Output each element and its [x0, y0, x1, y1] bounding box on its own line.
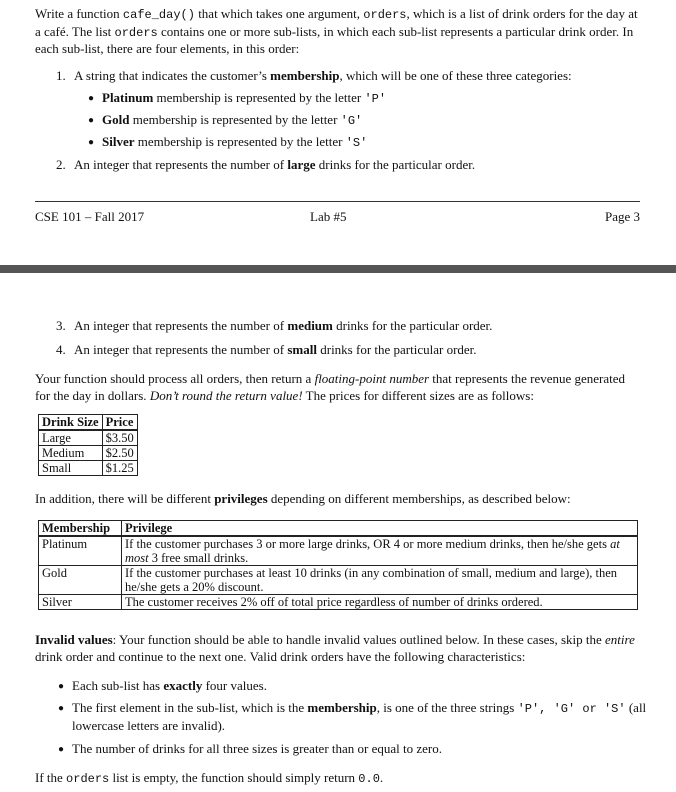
invalid-values-paragraph: Invalid values: Your function should be able to handle invalid values outlined below. In these cases, skip the entire drink order and continue to the next one. Valid drink orders have the following characteristics: [35, 632, 635, 664]
bullet-gold: ● Gold membership is represented by the letter 'G' [88, 112, 363, 128]
footer-page-number: Page 3 [604, 209, 640, 224]
revenue-paragraph: Your function should process all orders, then return a floating-point number that represents the revenue generated for the day in dollars. Don’t round the return value! The prices for different sizes are as follows: [35, 371, 626, 403]
orders-arg-code-2: orders [114, 25, 158, 40]
bullet-icon: ● [88, 115, 95, 126]
bullet-icon: ● [58, 703, 65, 714]
bullet-icon: ● [58, 744, 65, 755]
bullet-icon: ● [88, 137, 95, 148]
valid-bullet-1: ● Each sub-list has exactly four values. [58, 678, 267, 693]
table-row: Medium $2.50 [39, 446, 138, 461]
table-row: Large $3.50 [39, 430, 138, 446]
bullet-platinum: ● Platinum membership is represented by the letter 'P' [88, 90, 387, 106]
footer-rule [35, 201, 640, 202]
bullet-silver: ● Silver membership is represented by the letter 'S' [88, 134, 368, 150]
table-row: Silver The customer receives 2% off of total price regardless of number of drinks ordered. [39, 595, 638, 610]
table-row: Gold If the customer purchases at least 10 drinks (in any combination of small, medium and large), then he/she gets a 20% discount. [39, 566, 638, 595]
empty-list-paragraph: If the orders list is empty, the function should simply return 0.0. [35, 770, 384, 786]
orders-arg-code: orders [363, 8, 407, 22]
valid-bullet-2: ● The first element in the sub-list, which is the membership, is one of the three strings 'P', 'G' or 'S' (all lowercase letters are invalid). [58, 700, 647, 733]
privilege-table-header: Membership Privilege [39, 521, 638, 537]
list-item-4: 4. An integer that represents the number of small drinks for the particular order. [56, 342, 477, 357]
intro-paragraph: Write a function cafe_day() that which takes one argument, orders, which is a list of drink orders for the day at a café. The list orders contains one or more sub-lists, in which each sub-list represents a particular drink order. In each sub-list, there are four elements, in this order: [35, 6, 638, 56]
price-table [38, 414, 138, 476]
list-item-1: 1. A string that indicates the customer’s membership, which will be one of these three categories: [56, 68, 572, 83]
table-row: Small $1.25 [39, 461, 138, 476]
privilege-table [38, 520, 638, 610]
privileges-intro: In addition, there will be different privileges depending on different memberships, as described below: [35, 491, 571, 506]
price-table-header: Drink Size Price [39, 415, 138, 431]
footer-lab: Lab #5 [310, 209, 347, 224]
list-item-3: 3. An integer that represents the number of medium drinks for the particular order. [56, 318, 493, 333]
bullet-icon: ● [88, 93, 95, 104]
list-item-2: 2. An integer that represents the number of large drinks for the particular order. [56, 157, 476, 172]
table-row: Platinum If the customer purchases 3 or more large drinks, OR 4 or more medium drinks, then he/she gets at most 3 free small drinks. [39, 536, 638, 566]
bullet-icon: ● [58, 681, 65, 692]
function-name-code: cafe_day() [122, 8, 195, 22]
footer-course: CSE 101 – Fall 2017 [35, 209, 145, 224]
page-break-divider [0, 265, 676, 273]
valid-bullet-3: ● The number of drinks for all three sizes is greater than or equal to zero. [58, 741, 442, 756]
